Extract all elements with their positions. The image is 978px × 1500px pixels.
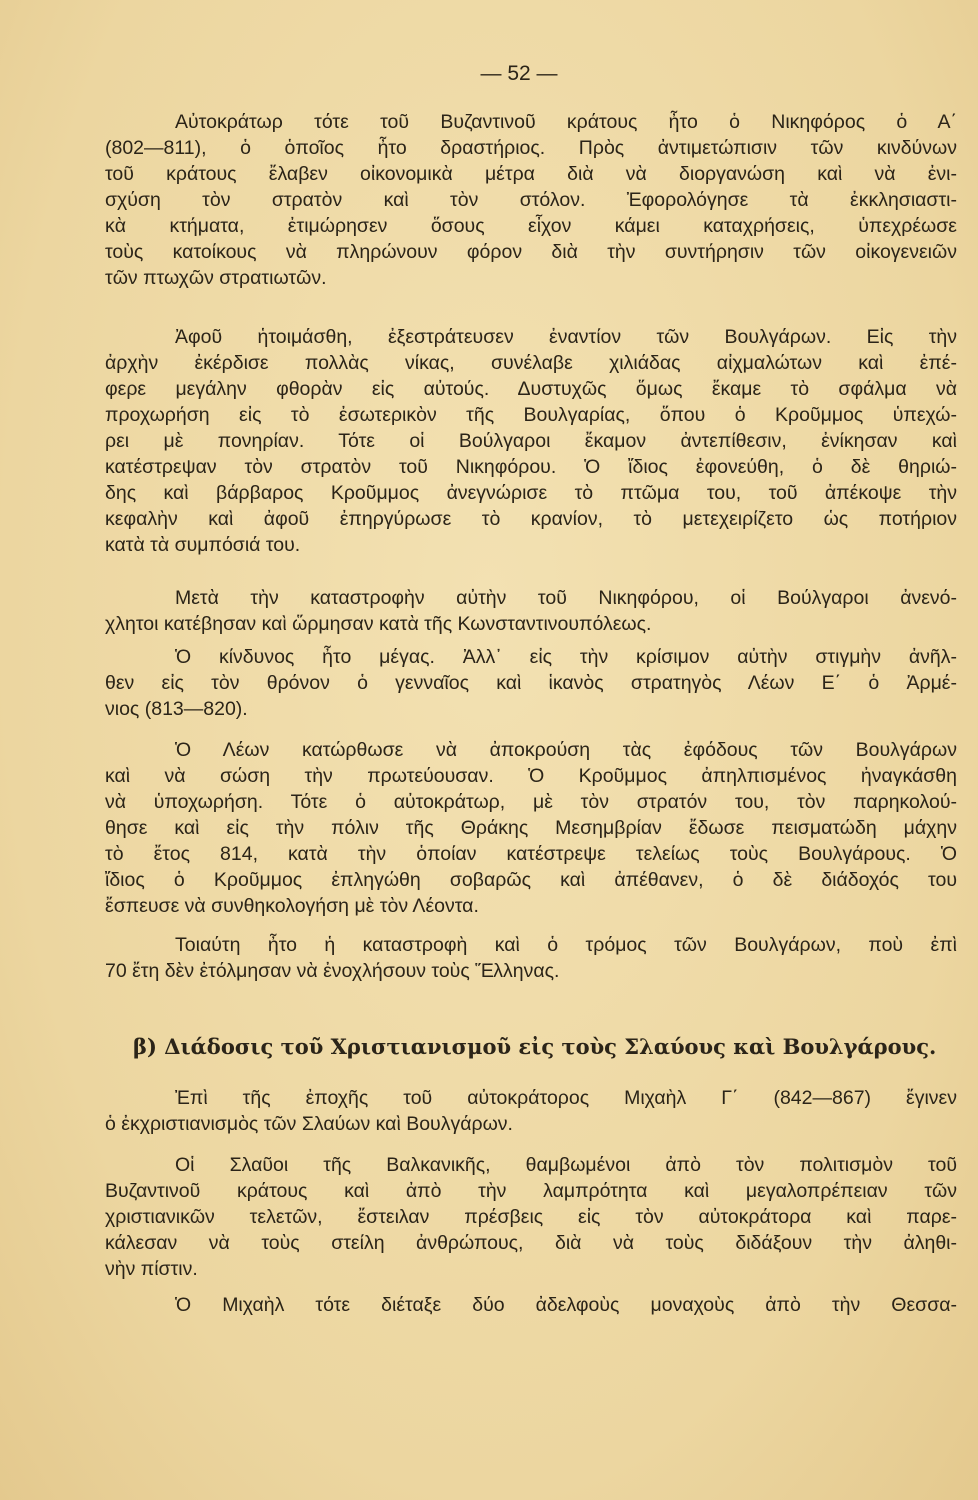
text-line: ἴδιος ὁ Κροῦμμος ἐπληγώθη σοβαρῶς καὶ ἀπέθανεν, ὁ δὲ διάδοχός του [105,869,957,891]
text-line: τῶν πτωχῶν στρατιωτῶν. [105,267,327,289]
paragraph [105,1152,957,1282]
text-line: 70 ἔτη δὲν ἐτόλμησαν νὰ ἐνοχλήσουν τοὺς Ἕλληνας. [105,960,560,982]
text-line: χριστιανικῶν τελετῶν, ἔστειλαν πρέσβεις εἰς τὸν αὐτοκράτορα καὶ παρε- [105,1206,957,1228]
text-line: Αὐτοκράτωρ τότε τοῦ Βυζαντινοῦ κράτους ἦτο ὁ Νικηφόρος ὁ Α΄ [175,111,957,133]
text-line: φερε μεγάλην φθορὰν εἰς αὐτούς. Δυστυχῶς ὅμως ἔκαμε τὸ σφάλμα νὰ [105,378,957,400]
text-line: Ὁ Μιχαὴλ τότε διέταξε δύο ἀδελφοὺς μοναχοὺς ἀπὸ τὴν Θεσσα- [175,1294,957,1316]
paragraph [105,324,957,558]
page-number: — 52 — [480,62,558,85]
text-line: Ἐπὶ τῆς ἐποχῆς τοῦ αὐτοκράτορος Μιχαὴλ Γ΄ (842—867) ἔγινεν [175,1087,957,1109]
paragraph [105,932,957,984]
text-line: προχωρήση εἰς τὸ ἐσωτερικὸν τῆς Βουλγαρίας, ὅπου ὁ Κροῦμμος ὑπεχώ- [105,404,957,426]
text-line: θεν εἰς τὸν θρόνον ὁ γενναῖος καὶ ἱκανὸς στρατηγὸς Λέων Ε΄ ὁ Ἀρμέ- [105,672,957,694]
text-line: Βυζαντινοῦ κράτους καὶ ἀπὸ τὴν λαμπρότητα καὶ μεγαλοπρέπειαν τῶν [105,1180,957,1202]
text-line: Ὁ κίνδυνος ἦτο μέγας. Ἀλλ᾽ εἰς τὴν κρίσιμον αὐτὴν στιγμὴν ἀνῆλ- [175,646,957,668]
text-line: κατὰ τὰ συμπόσιά του. [105,534,301,556]
text-line: νὰ ὑποχωρήση. Τότε ὁ αὐτοκράτωρ, μὲ τὸν στρατόν του, τὸν παρηκολού- [105,791,957,813]
text-line: θησε καὶ εἰς τὴν πόλιν τῆς Θράκης Μεσημβρίαν ἔδωσε πεισματώδη μάχην [105,817,957,839]
text-line: Τοιαύτη ἦτο ἡ καταστροφὴ καὶ ὁ τρόμος τῶν Βουλγάρων, ποὺ ἐπὶ [175,934,957,956]
text-line: σχύση τὸν στρατὸν καὶ τὸν στόλον. Ἐφορολόγησε τὰ ἐκκλησιαστι- [105,189,957,211]
text-line: Ὁ Λέων κατώρθωσε νὰ ἀποκρούση τὰς ἐφόδους τῶν Βουλγάρων [175,739,957,761]
paragraph [105,1085,957,1137]
text-line: ρει μὲ πονηρίαν. Τότε οἱ Βούλγαροι ἔκαμον ἀντεπίθεσιν, ἐνίκησαν καὶ [105,430,957,452]
text-line: Οἱ Σλαῦοι τῆς Βαλκανικῆς, θαμβωμένοι ἀπὸ τὸν πολιτισμὸν τοῦ [175,1154,957,1176]
text-line: Μετὰ τὴν καταστροφὴν αὐτὴν τοῦ Νικηφόρου, οἱ Βούλγαροι ἀνενό- [175,587,957,609]
text-line: κὰ κτήματα, ἐτιμώρησεν ὅσους εἶχον κάμει καταχρήσεις, ὑπεχρέωσε [105,215,957,237]
text-line: ἀρχὴν ἐκέρδισε πολλὰς νίκας, συνέλαβε χιλιάδας αἰχμαλώτων καὶ ἐπέ- [105,352,957,374]
paragraph [105,1292,957,1318]
text-line: κάλεσαν νὰ τοὺς στείλη ἀνθρώπους, διὰ νὰ τοὺς διδάξουν τὴν ἀληθι- [105,1232,957,1254]
text-line: κατέστρεψαν τὸν στρατὸν τοῦ Νικηφόρου. Ὁ ἴδιος ἐφονεύθη, ὁ δὲ θηριώ- [105,456,957,478]
text-line: τοὺς κατοίκους νὰ πληρώνουν φόρον διὰ τὴν συντήρησιν τῶν οἰκογενειῶν [105,241,957,263]
text-line: κεφαλὴν καὶ ἀφοῦ ἐπηργύρωσε τὸ κρανίον, τὸ μετεχειρίζετο ὡς ποτήριον [105,508,957,530]
text-line: χλητοι κατέβησαν καὶ ὥρμησαν κατὰ τῆς Κωνσταντινουπόλεως. [105,613,652,635]
text-line: νὴν πίστιν. [105,1258,198,1280]
text-line: ὁ ἐκχριστιανισμὸς τῶν Σλαύων καὶ Βουλγάρων. [105,1113,513,1135]
text-line: τοῦ κράτους ἔλαβεν οἰκονομικὰ μέτρα διὰ νὰ διοργανώση καὶ νὰ ἐνι- [105,163,957,185]
text-line: δης καὶ βάρβαρος Κροῦμμος ἀνεγνώρισε τὸ πτῶμα του, τοῦ ἀπέκοψε τὴν [105,482,957,504]
text-line: νιος (813—820). [105,698,248,720]
paragraph [105,109,957,291]
text-line: Ἀφοῦ ἡτοιμάσθη, ἐξεστράτευσεν ἐναντίον τῶν Βουλγάρων. Εἰς τὴν [175,326,957,348]
paragraph [105,737,957,919]
paragraph [105,585,957,637]
paragraph [105,644,957,722]
text-line: ἔσπευσε νὰ συνθηκολογήση μὲ τὸν Λέοντα. [105,895,479,917]
section-heading: β) Διάδοσις τοῦ Χριστιανισμοῦ εἰς τοὺς Σλαύους καὶ Βουλγάρους. [133,1034,937,1059]
text-line: (802—811), ὁ ὁποῖος ἦτο δραστήριος. Πρὸς ἀντιμετώπισιν τῶν κινδύνων [105,137,957,159]
text-line: τὸ ἔτος 814, κατὰ τὴν ὁποίαν κατέστρεψε τελείως τοὺς Βουλγάρους. Ὁ [105,843,957,865]
text-line: καὶ νὰ σώση τὴν πρωτεύουσαν. Ὁ Κροῦμμος ἀπηλπισμένος ἠναγκάσθη [105,765,957,787]
